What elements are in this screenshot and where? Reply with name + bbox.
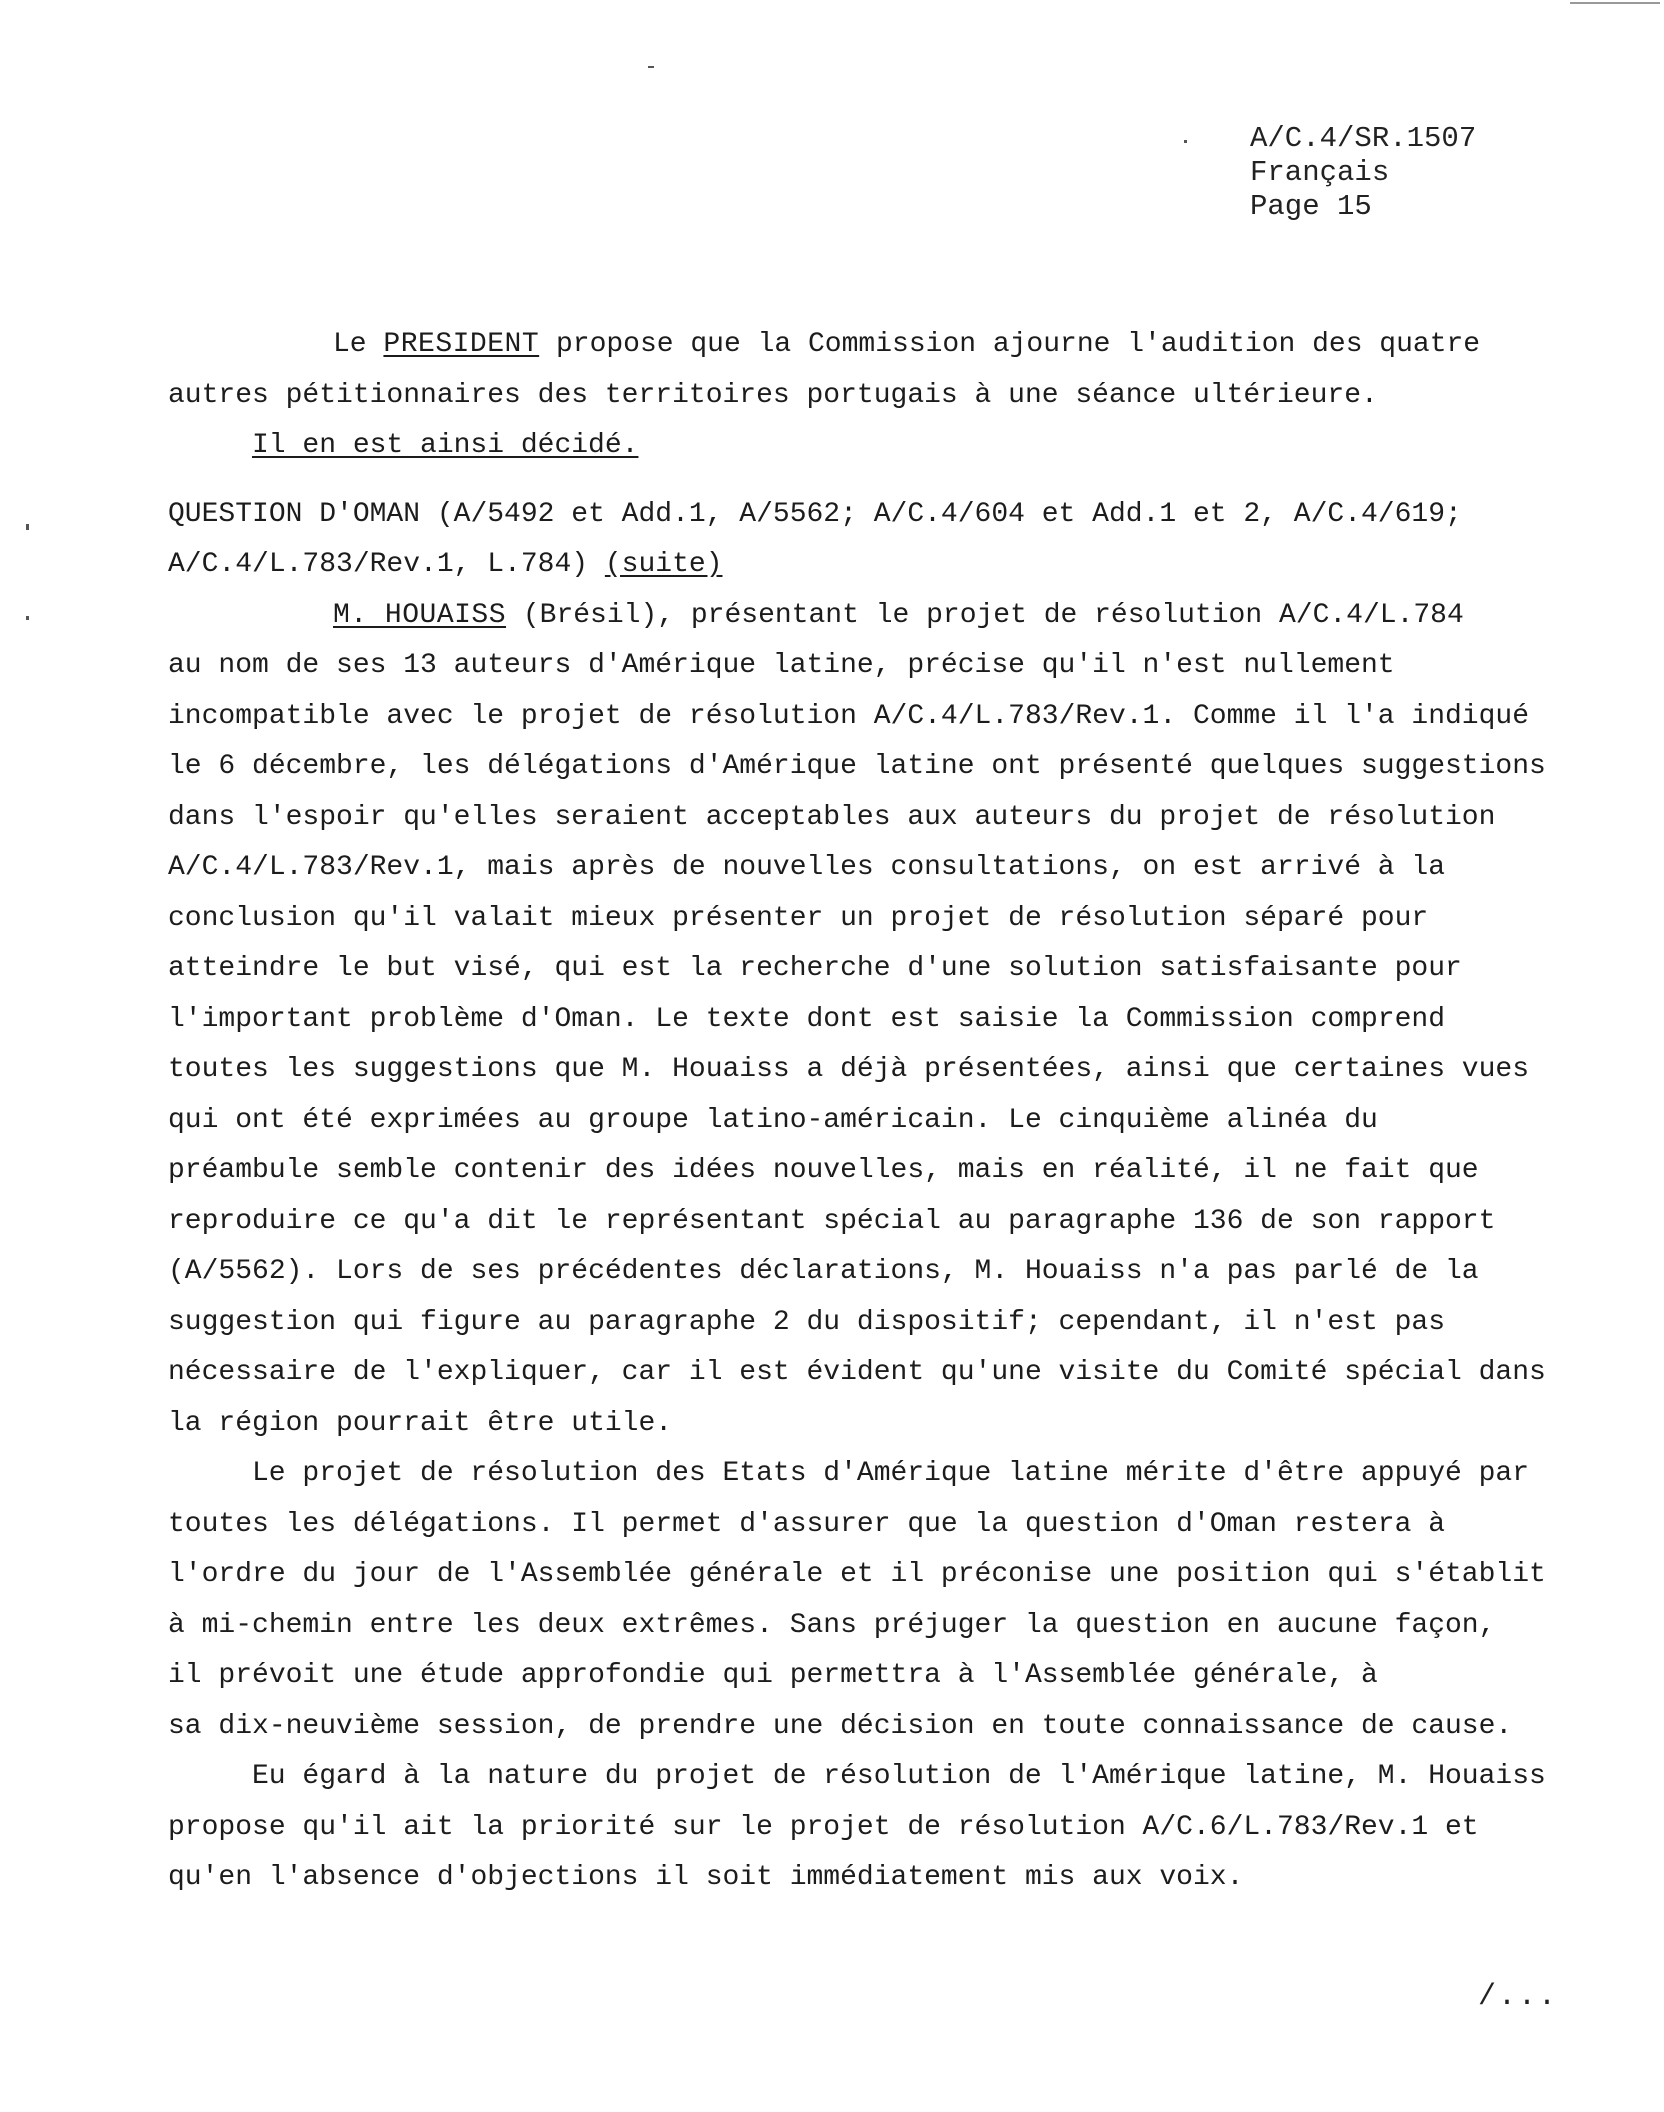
paragraph-2-line-1: M. HOUAISS (Brésil), présentant le projet de résolution A/C.4/L.784 <box>333 599 1464 631</box>
paragraph-line: nécessaire de l'expliquer, car il est évident qu'une visite du Comité spécial dans <box>168 1357 1546 1388</box>
scan-mark-left-2 <box>26 616 29 620</box>
decision-line <box>168 421 1548 472</box>
paragraph-line: suggestion qui figure au paragraphe 2 du dispositif; cependant, il n'est pas <box>168 1306 1446 1338</box>
decision-text: Il en est ainsi décidé. <box>252 430 639 461</box>
paragraph-3-line-1: Le projet de résolution des Etats d'Amérique latine mérite d'être appuyé par <box>252 1458 1530 1489</box>
paragraph-line: à mi-chemin entre les deux extrêmes. Sans préjuger la question en aucune façon, <box>168 1609 1496 1641</box>
paragraph-line: qui ont été exprimées au groupe latino-américain. Le cinquième alinéa du <box>168 1104 1378 1136</box>
paragraph-line: A/C.4/L.783/Rev.1, mais après de nouvelles consultations, on est arrivé à la <box>168 852 1446 883</box>
paragraph-line: (A/5562). Lors de ses précédentes déclarations, M. Houaiss n'a pas parlé de la <box>168 1256 1479 1287</box>
paragraph-line: il prévoit une étude approfondie qui permettra à l'Assemblée générale, à <box>168 1660 1378 1691</box>
paragraph-line: propose qu'il ait la priorité sur le projet de résolution A/C.6/L.783/Rev.1 et <box>168 1811 1479 1843</box>
paragraph-line: incompatible avec le projet de résolution A/C.4/L.783/Rev.1. Comme il l'a indiqué <box>168 700 1530 732</box>
paragraph-line: toutes les suggestions que M. Houaiss a déjà présentées, ainsi que certaines vues <box>168 1054 1530 1085</box>
speaker-houaiss: M. HOUAISS <box>333 599 507 631</box>
paragraph-line: au nom de ses 13 auteurs d'Amérique latine, précise qu'il n'est nullement <box>168 650 1395 681</box>
paragraph-line: atteindre le but visé, qui est la recherche d'une solution satisfaisante pour <box>168 953 1462 984</box>
agenda-item-line-2: A/C.4/L.783/Rev.1, L.784) (suite) <box>168 549 723 580</box>
paragraph-line: dans l'espoir qu'elles seraient acceptables aux auteurs du projet de résolution <box>168 801 1496 833</box>
document-symbol: A/C.4/SR.1507 <box>1250 122 1477 155</box>
scan-mark-corner <box>1570 2 1660 4</box>
page-number: Page 15 <box>1250 190 1372 223</box>
paragraph-4-line-1: Eu égard à la nature du projet de résolution de l'Amérique latine, M. Houaiss <box>252 1761 1546 1792</box>
paragraph-line: l'ordre du jour de l'Assemblée générale et il préconise une position qui s'établit <box>168 1559 1546 1590</box>
paragraph-line: préambule semble contenir des idées nouvelles, mais en réalité, il ne fait que <box>168 1155 1479 1186</box>
speaker-president: PRESIDENT <box>383 329 540 360</box>
suite-label: (suite) <box>604 549 723 580</box>
paragraph-line: sa dix-neuvième session, de prendre une décision en toute connaissance de cause. <box>168 1710 1513 1742</box>
scan-mark-right <box>1184 140 1187 143</box>
paragraph-line: toutes les délégations. Il permet d'assurer que la question d'Oman restera à <box>168 1508 1446 1540</box>
paragraph-line: la région pourrait être utile. <box>168 1407 673 1439</box>
scan-mark-top <box>648 66 654 68</box>
scan-mark-left-1 <box>26 524 29 530</box>
paragraph-1-line-1: Le PRESIDENT propose que la Commission ajourne l'audition des quatre <box>333 329 1481 360</box>
document-header <box>1250 122 1476 224</box>
agenda-item-line-1: QUESTION D'OMAN (A/5492 et Add.1, A/5562; A/C.4/604 et Add.1 et 2, A/C.4/619; <box>168 498 1462 530</box>
document-body <box>168 320 1548 1904</box>
paragraph-1-line-2: autres pétitionnaires des territoires portugais à une séance ultérieure. <box>168 379 1378 411</box>
document-language: Français <box>1250 156 1390 189</box>
paragraph-line: reproduire ce qu'a dit le représentant spécial au paragraphe 136 de son rapport <box>168 1205 1496 1237</box>
paragraph-line: l'important problème d'Oman. Le texte dont est saisie la Commission comprend <box>168 1003 1446 1035</box>
paragraph-line: le 6 décembre, les délégations d'Amérique latine ont présenté quelques suggestions <box>168 751 1546 782</box>
continuation-marker: /... <box>1478 1980 1559 2014</box>
paragraph-line: conclusion qu'il valait mieux présenter un projet de résolution séparé pour <box>168 902 1429 934</box>
paragraph-line: qu'en l'absence d'objections il soit immédiatement mis aux voix. <box>168 1862 1244 1893</box>
